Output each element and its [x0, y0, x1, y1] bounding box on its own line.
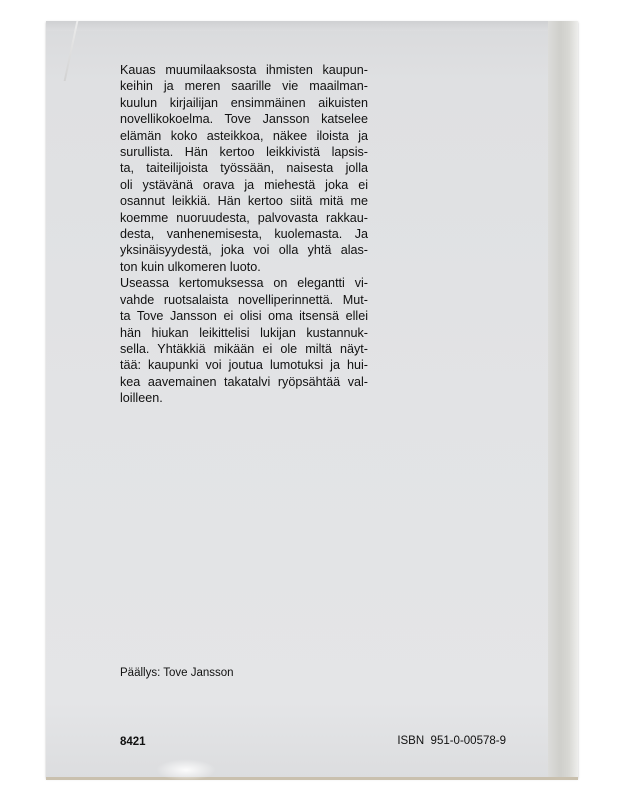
- blurb-line: keihin ja meren saarille vie maailman-: [120, 79, 368, 94]
- isbn: ISBN 951-0-00578-9: [397, 735, 506, 747]
- blurb-line: yksinäisyydestä, joka voi olla yhtä alas-: [120, 243, 368, 258]
- blurb-line: kea aavemainen takatalvi ryöpsähtää val-: [120, 374, 368, 389]
- blurb-line: ta, taiteilijoista työssään, naisesta jolla: [120, 161, 368, 176]
- blurb-line: koemme nuoruudesta, palvovasta rakkau-: [120, 210, 368, 225]
- blurb-line: osannut leikkiä. Hän kertoo siitä mitä me: [120, 194, 368, 209]
- blurb-line: Kauas muumilaaksosta ihmisten kaupun-: [120, 63, 368, 77]
- page-edge: [46, 777, 578, 780]
- blurb-line: surullista. Hän kertoo leikkivistä lapsis-: [120, 145, 368, 160]
- blurb-line: Useassa kertomuksessa on elegantti vi-: [120, 276, 368, 291]
- catalog-number: 8421: [120, 736, 146, 748]
- blurb-line: hän hiukan leikittelisi lukijan kustannuk-: [120, 325, 368, 340]
- blurb-line: tää: kaupunki voi joutua lumotuksi ja hui-: [120, 358, 368, 373]
- blurb-paragraph-1: [120, 62, 368, 275]
- blurb-line: elämän koko asteikkoa, näkee iloista ja: [120, 128, 368, 143]
- blurb-line: ton kuin ulkomeren luoto.: [120, 259, 261, 274]
- blurb-line: kuulun kirjailijan ensimmäinen aikuisten: [120, 95, 368, 110]
- blurb-line: novellikokoelma. Tove Jansson katselee: [120, 112, 368, 127]
- blurb-line: vahde ruotsalaista novelliperinnettä. Mut-: [120, 292, 368, 307]
- blurb-text: [120, 62, 368, 407]
- blurb-paragraph-2: [120, 275, 368, 406]
- blurb-line: ta Tove Jansson ei olisi oma itsensä ellei: [120, 309, 368, 324]
- book-spine-edge: [548, 21, 578, 778]
- blurb-line: sella. Yhtäkkiä mikään ei ole miltä näyt-: [120, 341, 368, 356]
- blurb-line: oli ystävänä orava ja miehestä joka ei: [120, 177, 368, 192]
- book-back-cover: [46, 21, 578, 778]
- blurb-line: desta, vanhenemisesta, kuolemasta. Ja: [120, 227, 368, 242]
- blurb-line: loilleen.: [120, 391, 163, 406]
- light-glare: [156, 759, 216, 781]
- jacket-fold: [64, 21, 79, 81]
- cover-credit: Päällys: Tove Jansson: [120, 667, 234, 679]
